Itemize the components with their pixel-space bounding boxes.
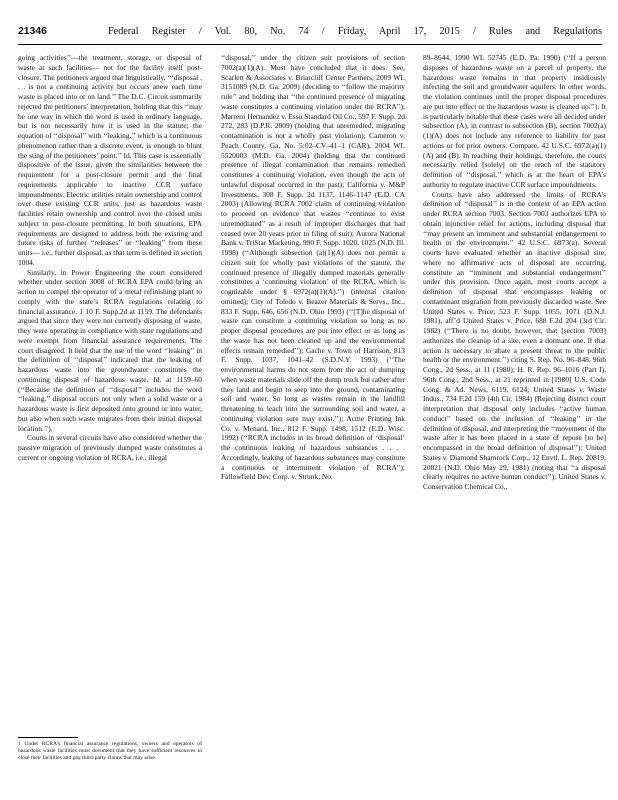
paragraph: ‘‘disposal,’’ under the citizen suit provisions of section 7002(a)(1)(A). Most have concluded that it does. See, Scarlett & Associates v. Briarcliff Center Partners, 2009 WL 3151089 (N.D. Ga. 2009) (deciding to ‘‘follow the majority rule’’ and holding that ‘‘the continued presence of migrating waste constitutes a continuing violation under the RCRA’’); Marrero Hernandez v. Esso Standard Oil Co., 597 F. Supp. 2d 272, 283 (D.P.R. 2009) (holding that unremedied, migrating contamination is not a wholly past violation); Cameron v. Peach County, Ga, No. 5:02–CV–41–1 (CAR), 2004 WL 5520003 (M.D. Ga. 2004) (holding that the continued presence of illegal contamination that remains remedied constitutes a continuing violation, even though the acts of unlawful disposal occurred in the past); California v. M&P Investments, 308 F. Supp. 2d 1137, 1146–1147 (E.D. CA 2003) (Allowing RCRA 7002 claim of continuing violation to proceed on evidence that wastes ‘‘continue to exist unremediated’’ as a result of improper discharges that had ceased over 20 years prior to filing of suit); Aurora National Bank v. TriStar Marketing, 990 F. Supp. 1020, 1025 (N.D. Ill. 1998) (‘‘Although subsection (a)(1)(A) does not permit a citizen suit for wholly past violations of the statute, the continued presence of illegally dumped materials generally constitutes a ‘continuing violation’ of the RCRA, which is cognizable under § 6972(a)(1)(A).’’) (internal citation omitted); City of Toledo v. Beazer Materials & Servs., Inc., 833 F. Supp. 646, 656 (N.D. Ohio 1993) (‘‘[T]he disposal of waste can constitute a continuing violation so long as no proper disposal procedures are put into effect or as long as the waste has not been cleaned up and the environmental effects remain remedied’’); Gache v. Town of Harrison, 813 F. Supp. 1037, 1041–42 (S.D.N.Y. 1993) (‘‘The environmental harms do not stem from the act of dumping when waste materials slide off the dump truck but rather after they land and begin to seep into the ground, contaminating soil and water. So long as wastes remain in the landfill threatening to leach into the surrounding soil and water, a continuing violation sure may exist.’’); Acme Printing Ink Co. v. Menard, Inc., 812 F. Supp. 1498, 1512 (E.D. Wisc. 1992) (‘‘RCRA includes in its broad definition of ‘disposal’ the continuous leaking of hazardous substances . . . . Accordingly, leaking of hazardous substances may constitute a continuous or intermittent violation of RCRA’’); Fallowfield Dev. Corp. v. Strunk, No. <box>221 53 405 482</box>
text-column-2 <box>221 53 405 790</box>
running-header <box>18 26 602 42</box>
footnote-rule <box>18 737 78 738</box>
paragraph: Courts in several circuits have also considered whether the passive migration of previously dumped waste constitutes a current or ongoing violation of RCRA, i.e., illegal <box>18 433 202 462</box>
text-column-3 <box>423 53 606 790</box>
footnote: 1 Under RCRA’s financial assurance regulations, owners and operators of hazardous waste facilities must document that they have sufficient resources to close their facilities and pay third-party claims that may arise. <box>18 741 202 761</box>
publication-title: Federal Register / Vol. 80, No. 74 / Friday, April 17, 2015 / Rules and Regulations <box>108 26 602 37</box>
paragraph: Similarly, in Power Engineering the court considered whether under section 3008 of RCRA EPA could bring an action to compel the operator of a metal refinishing plant to comply with the state’s RCRA regulations relating to financial assurance. 1 10 F. Supp.2d at 1159. The defendants argued that since they were not currently disposing of waste, they were operating in compliance with state regulations and were exempt from financial assurance requirements. The court disagreed. It held that the use of the word ‘‘leaking’’ in the definition of ‘‘disposal’’ indicated that the leaking of hazardous waste into the groundwater constitutes the continuing disposal of hazardous waste. Id. at 1159–60 (‘‘Because the definition of ‘‘disposal’’ includes the word ‘‘leaking,’’ disposal occurs not only when a solid waste or a hazardous waste is first deposited onto ground or into water, but also when such waste migrates from their initial disposal location.’’). <box>18 267 202 433</box>
paragraph: going activities’’—the treatment, storage, or disposal of waste at such facilities— not for the facility itself post-closure. The petitioners argued that linguistically, ‘‘‘disposal . . . is not a continuing activity but occurs anew each time waste is placed into or on land.’’ The D.C. Circuit summarily rejected the petitioners’ interpretation, holding that this ‘‘may be one way in which the word is used in ordinary language, but is not necessarily how it is used in the statute; the equation of ‘‘disposal’’ with ‘‘leaking,’’ which is a continuous phenomenon rather than a discrete event, is enough to blunt the sting of the petitioners’ point.’’ Id. This case is essentially dispositive of the issue, given the similarities between the requirement for a post-closure permit and the final requirements applicable to inactive CCR surface impoundments. Electric utilities retain ownership and control over these existing CCR units, just as hazardous waste facilities retain ownership and control over the closed units subject to post-closure permitting. In both situations, EPA requirements are designed to address both the existing and future risks of further ‘‘releases’’ or ‘‘leaking’’ from these units— i.e., further disposal, as that term is defined in section 1004. <box>18 53 202 267</box>
header-rule <box>18 44 602 45</box>
text-column-1 <box>18 53 202 735</box>
paragraph: Courts have also addressed the limits of RCRA’s definition of ‘‘disposal’’ is in the context of an EPA action under RCRA section 7003. Section 7003 authorizes EPA to obtain injunctive relief for actions, including disposal that ‘‘may present an imminent and substantial endangerment to health or the environment.’’ 42 U.S.C. 6973(a). Several courts have evaluated whether an inactive disposal site, where no affirmative acts of disposal are occurring, constitute an ‘‘imminent and substantial endangerment’’ under this provision. Once again, most courts accept a definition of disposal that encompasses leaking or contaminant migration from previously discarded waste. See United States v. Price, 523 F. Supp. 1055, 1071 (D.N.J. 1981), aff’d United States v. Price, 688 F.2d 204 (3rd Cir. 1982) (‘‘There is no doubt, however, that [section 7003] authorizes the cleanup of a site, even a dormant one, if that action is necessary to abate a present threat to the public health or the environment.’’) citing S. Rep. No. 96–848, 96th Cong., 2d Sess., at 11 (1980); H. R. Rep. 96–1016 (Part I), 96th Cong., 2nd Sess., at 21 reprinted in [1980] U.S. Code Cong. & Ad. News, 6119, 6124; United States v. Waste Indus., 734 F.2d 159 (4th Cir. 1984) (Rejecting district court interpretation that disposal only includes ‘‘active human conduct’’ based on the inclusion of ‘‘leaking’’ in the definition of disposal, and interpreting the ‘‘movement of the waste after it has been placed in a state of repose [to be] encompassed in the broad definition of disposal’’); United States v. Diamond Shamrock Corp., 12 Envtl. L. Rep. 20819, 20821 (N.D. Ohio May 29, 1981) (noting that ‘‘a disposal clearly requires no active human conduct’’); United States v. Conservation Chemical Co., <box>423 189 606 491</box>
paragraph: 89–8644, 1990 WL 52745 (E.D. Pa. 1990) (‘‘If a person disposes of hazardous waste on a parcel of property, the hazardous waste remains in that property insidiously infecting the soil and groundwater aquifers. In other words, the violation continues until the proper disposal procedures are put into effect or the hazardous waste is cleaned up.’’). It is particularly notable that these cases were all decided under subsection (A); in contrast to subsection (B), section 7002(a)(1)(A) does not include any reference to liability for past actions or for prior owners. Compare, 42 U.S.C. 6972(a)(1)(A) and (B). In reaching their holdings, therefore, the courts necessarily relied [solely] on the reach of the statutory definition of ‘‘disposal,’’ which is at the heart of EPA’s authority to regulate inactive CCR surface impoundments. <box>423 53 606 189</box>
page-number: 21346 <box>18 26 47 37</box>
